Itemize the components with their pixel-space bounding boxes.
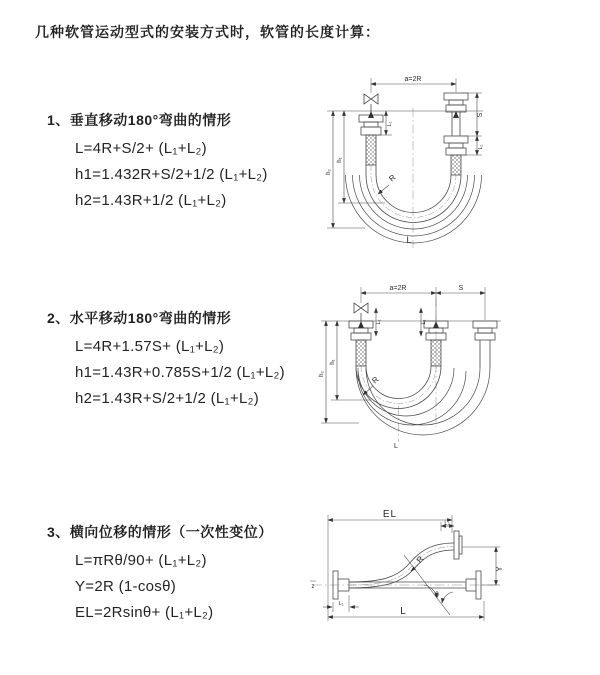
label-h-inner: h₁ [330,359,336,365]
label-span: a=2R [404,76,422,83]
label-y: Y [495,566,504,572]
valve-icon [354,303,368,313]
section-horizontal-bend [47,308,285,406]
curved-hose [349,543,454,582]
braided-hose-mid [431,340,441,366]
section-lateral-displacement [47,522,273,620]
label-el: EL [382,509,398,520]
braided-hose-left [366,135,376,165]
formula-h1: h1=1.43R+0.785S+1/2 (L₁+L₂) [75,364,285,381]
formula-length: L=4R+1.57S+ (L₁+L₂) [75,338,225,355]
label-l1: L₁ [338,601,344,607]
label-l1-right: L₁ [478,144,484,150]
diagram-lateral-displacement [300,495,600,655]
label-length: L [406,235,412,245]
label-h-outer: h₂ [319,371,325,377]
diagram-vertical-bend [313,68,598,263]
label-l2: L₂ [444,520,450,527]
label-span: a=2R [389,285,407,292]
label-radius: R [387,172,398,184]
diagram-horizontal-bend [313,278,598,473]
label-stroke-s: S [458,285,464,292]
radius-leader [378,185,389,194]
label-h-inner: h₁ [337,157,343,163]
section-heading: 3、横向位移的情形（一次性变位） [47,524,273,540]
movement-arc [358,368,454,416]
page-title: 几种软管运动型式的安装方式时，软管的长度计算： [35,24,380,40]
movement-arc [360,172,468,229]
hose-u-drawing [327,78,483,248]
formula-h2: h2=1.43R+S/2+1/2 (L₁+L₂) [75,390,260,407]
upper-flange [454,531,459,559]
label-stroke-s: S [477,112,484,118]
label-radius: R [414,554,426,565]
label-h-outer: h₂ [326,169,332,175]
label-radius: R [370,374,381,386]
formula-length: L=4R+S/2+ (L₁+L₂) [75,140,207,157]
label-length: L [394,443,398,450]
centerline-mark: z [311,584,315,590]
radius-leader [363,386,373,395]
formula-y: Y=2R (1-cosθ) [75,578,177,595]
label-l1-left: L₁ [387,121,393,127]
formula-el: EL=2Rsinθ+ (L₁+L₂) [75,604,214,621]
section-heading: 2、水平移动180°弯曲的情形 [47,310,232,326]
label-l1-mid: L₁ [421,319,427,325]
section-vertical-bend [47,110,268,208]
label-l1-left: L₁ [376,319,382,325]
label-length: L [400,606,406,617]
hose-u-drawing [321,287,501,442]
braided-hose-right [451,155,461,175]
label-theta: θ [435,592,439,599]
formula-length: L=πRθ/90+ (L₁+L₂) [75,552,207,569]
braided-hose-left [356,340,366,366]
section-heading: 1、垂直移动180°弯曲的情形 [47,112,232,128]
formula-h2: h2=1.43R+1/2 (L₁+L₂) [75,192,227,209]
formula-h1: h1=1.432R+S/2+1/2 (L₁+L₂) [75,166,268,183]
valve-icon [364,94,378,104]
